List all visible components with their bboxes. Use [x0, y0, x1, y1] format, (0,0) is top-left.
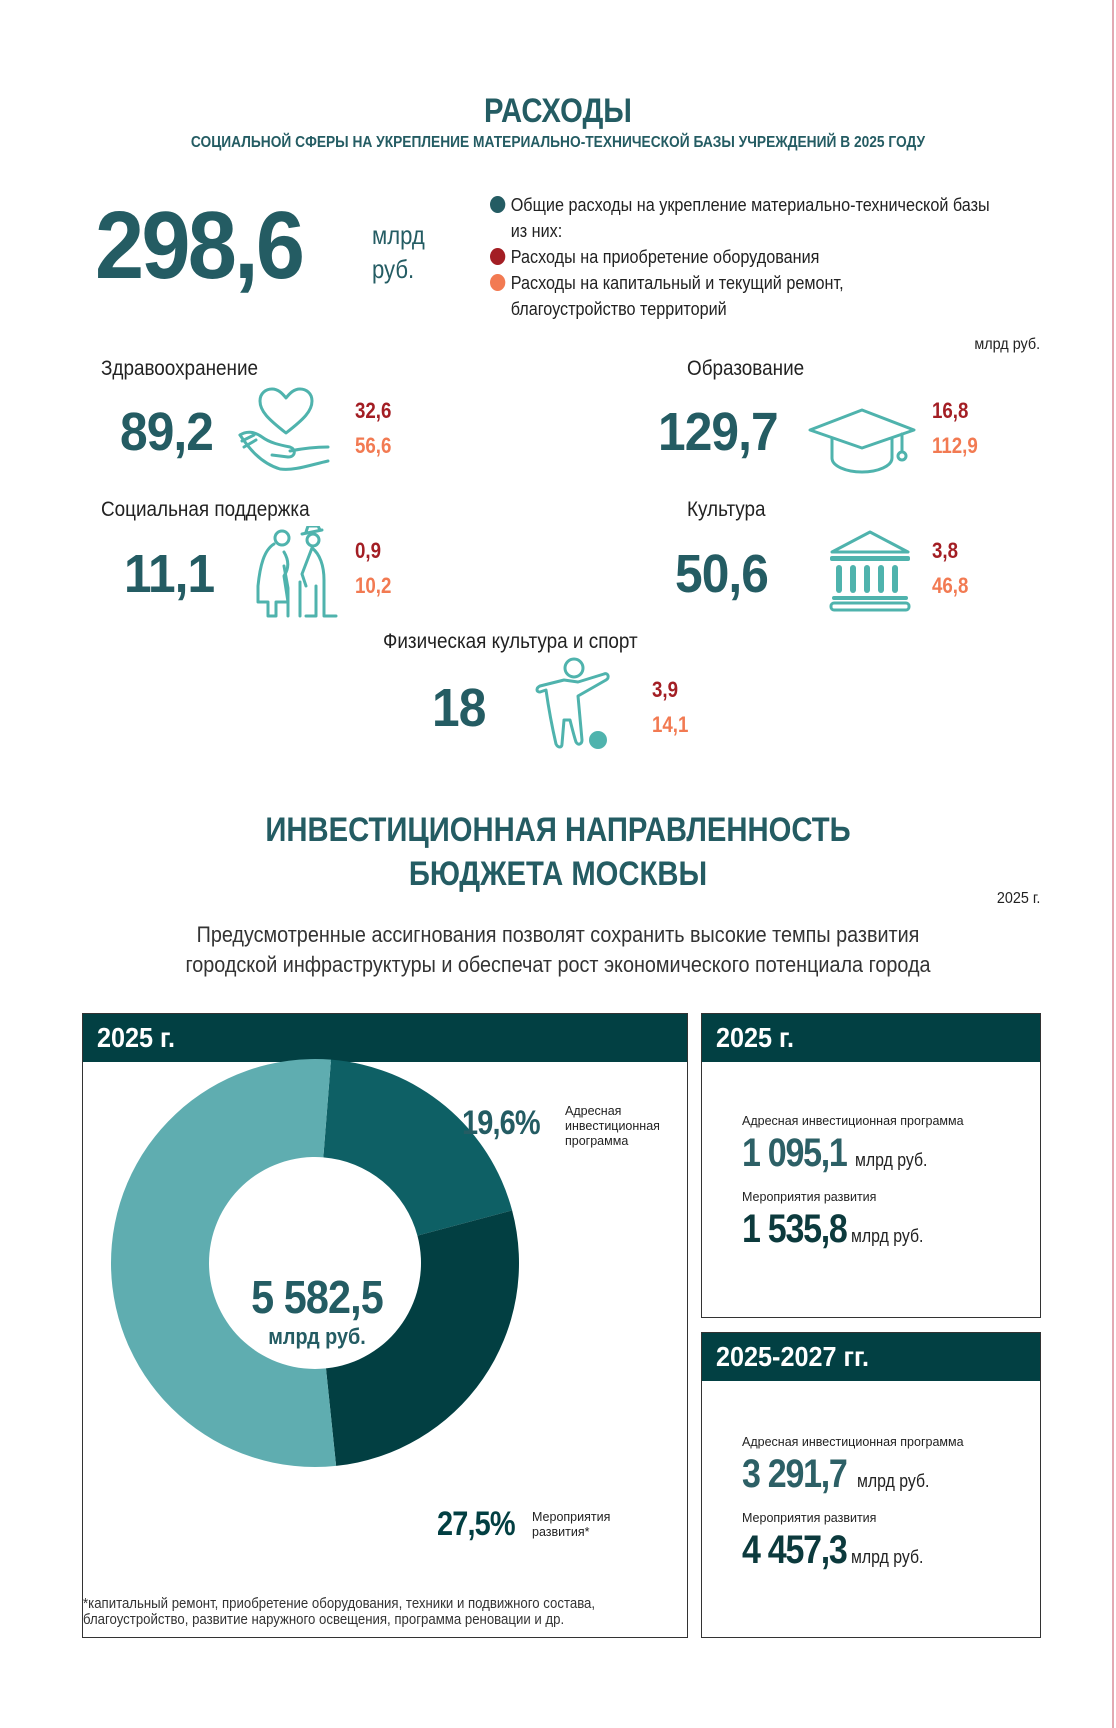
football-player-icon	[534, 656, 614, 750]
category-education-repair: 112,9	[932, 433, 978, 458]
panel-2025-header-label: 2025 г.	[716, 1022, 795, 1053]
slice-aip-label-line3: программа	[565, 1134, 629, 1148]
donut-center-value: 5 582,5	[251, 1271, 383, 1323]
category-social-label: Социальная поддержка	[101, 498, 310, 521]
category-sport-repair: 14,1	[652, 712, 689, 737]
panel-2025-dev-unit: млрд руб.	[851, 1226, 924, 1246]
category-social-repair: 10,2	[355, 573, 392, 598]
legend-item-total	[490, 192, 994, 218]
category-education-label: Образование	[687, 357, 805, 380]
panel-2025-2027-dev-label: Мероприятия развития	[742, 1511, 877, 1525]
legend-item-repair	[490, 270, 994, 296]
museum-icon	[828, 530, 912, 612]
total-expenses-unit	[372, 218, 425, 286]
page-edge-line	[1112, 0, 1114, 1728]
category-culture-equipment: 3,8	[932, 538, 959, 563]
category-culture-total: 50,6	[675, 544, 769, 604]
category-sport-equipment: 3,9	[652, 677, 679, 702]
slice-dev-label-line2: развития*	[532, 1525, 590, 1539]
total-expenses-value: 298,6	[95, 192, 303, 299]
panel-2025-dev-value: 1 535,8	[742, 1207, 847, 1251]
slice-aip-label	[565, 1104, 660, 1149]
panel-2025-dev-row	[742, 1208, 934, 1250]
category-education-equipment: 16,8	[932, 398, 969, 423]
donut-center	[207, 1270, 427, 1350]
section2-title-line2: БЮДЖЕТА МОСКВЫ	[408, 855, 708, 893]
panel-2025-2027-dev-unit: млрд руб.	[851, 1547, 924, 1567]
panel-2025	[701, 1013, 1041, 1318]
footnote	[83, 1596, 595, 1628]
panel-2025-2027	[701, 1332, 1041, 1638]
panel-2025-2027-dev-value: 4 457,3	[742, 1528, 847, 1572]
section2-description	[56, 920, 1060, 980]
category-health-label: Здравоохранение	[101, 357, 259, 380]
category-culture-repair: 46,8	[932, 573, 969, 598]
legend	[490, 192, 1050, 322]
panel-2025-aip-label: Адресная инвестиционная программа	[742, 1114, 964, 1128]
panel-2025-aip-row	[742, 1132, 938, 1174]
slice-dev-pct: 27,5%	[437, 1505, 515, 1543]
legend-of-which	[490, 218, 994, 244]
unit-note: млрд руб.	[974, 336, 1040, 353]
legend-repair-label: Расходы на капитальный и текущий ремонт,	[510, 273, 844, 293]
slice-aip-pct: 19,6%	[462, 1104, 540, 1142]
section1-title: РАСХОДЫ	[484, 92, 632, 130]
legend-item-repair-cont	[490, 296, 994, 322]
legend-total-label: Общие расходы на укрепление материально-технической базы	[510, 195, 990, 215]
description-line1: Предусмотренные ассигнования позволят сохранить высокие темпы развития	[196, 922, 920, 947]
legend-of-which-label: из них:	[510, 221, 563, 241]
elderly-people-icon	[254, 526, 340, 618]
category-health-total: 89,2	[120, 402, 214, 462]
category-health-repair: 56,6	[355, 433, 392, 458]
unit-line-2: руб.	[372, 254, 415, 284]
panel-2025-2027-aip-label: Адресная инвестиционная программа	[742, 1435, 964, 1449]
dot-repair-icon	[490, 274, 505, 291]
category-sport-label: Физическая культура и спорт	[383, 630, 638, 653]
year-note: 2025 г.	[996, 890, 1040, 907]
graduation-cap-icon	[808, 408, 916, 474]
dot-equipment-icon	[490, 248, 505, 265]
panel-2025-dev-label: Мероприятия развития	[742, 1190, 877, 1204]
panel-2025-2027-header-label: 2025-2027 гг.	[716, 1341, 869, 1372]
legend-repair-label-2: благоустройство территорий	[510, 299, 727, 319]
heart-hand-icon	[238, 385, 330, 473]
slice-aip-label-line1: Адресная	[565, 1104, 622, 1118]
footnote-line1: *капитальный ремонт, приобретение оборудования, техники и подвижного состава,	[83, 1595, 596, 1612]
category-sport-total: 18	[432, 678, 486, 738]
panel-2025-2027-header	[702, 1333, 1040, 1381]
description-line2: городской инфраструктуры и обеспечат рост экономического потенциала города	[185, 952, 931, 977]
section2-title	[78, 808, 1038, 896]
panel-2025-2027-dev-row	[742, 1529, 934, 1571]
donut-slice-other	[111, 1059, 336, 1467]
category-health-equipment: 32,6	[355, 398, 392, 423]
donut-center-unit: млрд руб.	[268, 1324, 366, 1349]
panel-2025-aip-value: 1 095,1	[742, 1131, 847, 1175]
panel-2025-aip-unit: млрд руб.	[855, 1150, 928, 1170]
donut-slice-aip	[323, 1060, 512, 1236]
panel-2025-2027-aip-value: 3 291,7	[742, 1452, 847, 1496]
panel-2025-2027-aip-row	[742, 1453, 940, 1495]
legend-item-equipment	[490, 244, 994, 270]
category-culture-label: Культура	[687, 498, 766, 521]
category-social-total: 11,1	[124, 544, 215, 604]
dot-total-icon	[490, 196, 505, 213]
panel-2025-header	[702, 1014, 1040, 1062]
panel-2025-2027-aip-unit: млрд руб.	[857, 1471, 930, 1491]
slice-aip-label-line2: инвестиционная	[565, 1119, 660, 1133]
section2-title-line1: ИНВЕСТИЦИОННАЯ НАПРАВЛЕННОСТЬ	[265, 811, 851, 849]
category-education-total: 129,7	[658, 402, 778, 462]
category-social-equipment: 0,9	[355, 538, 382, 563]
footnote-line2: благоустройство, развитие наружного освещения, программа реновации и др.	[83, 1611, 565, 1628]
slice-dev-label-line1: Мероприятия	[532, 1510, 611, 1524]
donut-panel-header-label: 2025 г.	[97, 1022, 176, 1053]
legend-equipment-label: Расходы на приобретение оборудования	[510, 247, 820, 267]
section1-subtitle: СОЦИАЛЬНОЙ СФЕРЫ НА УКРЕПЛЕНИЕ МАТЕРИАЛЬНО-ТЕХНИЧЕСКОЙ БАЗЫ УЧРЕЖДЕНИЙ В 2025 ГОДУ	[190, 134, 926, 151]
slice-dev-label	[532, 1510, 610, 1540]
unit-line-1: млрд	[372, 220, 425, 250]
